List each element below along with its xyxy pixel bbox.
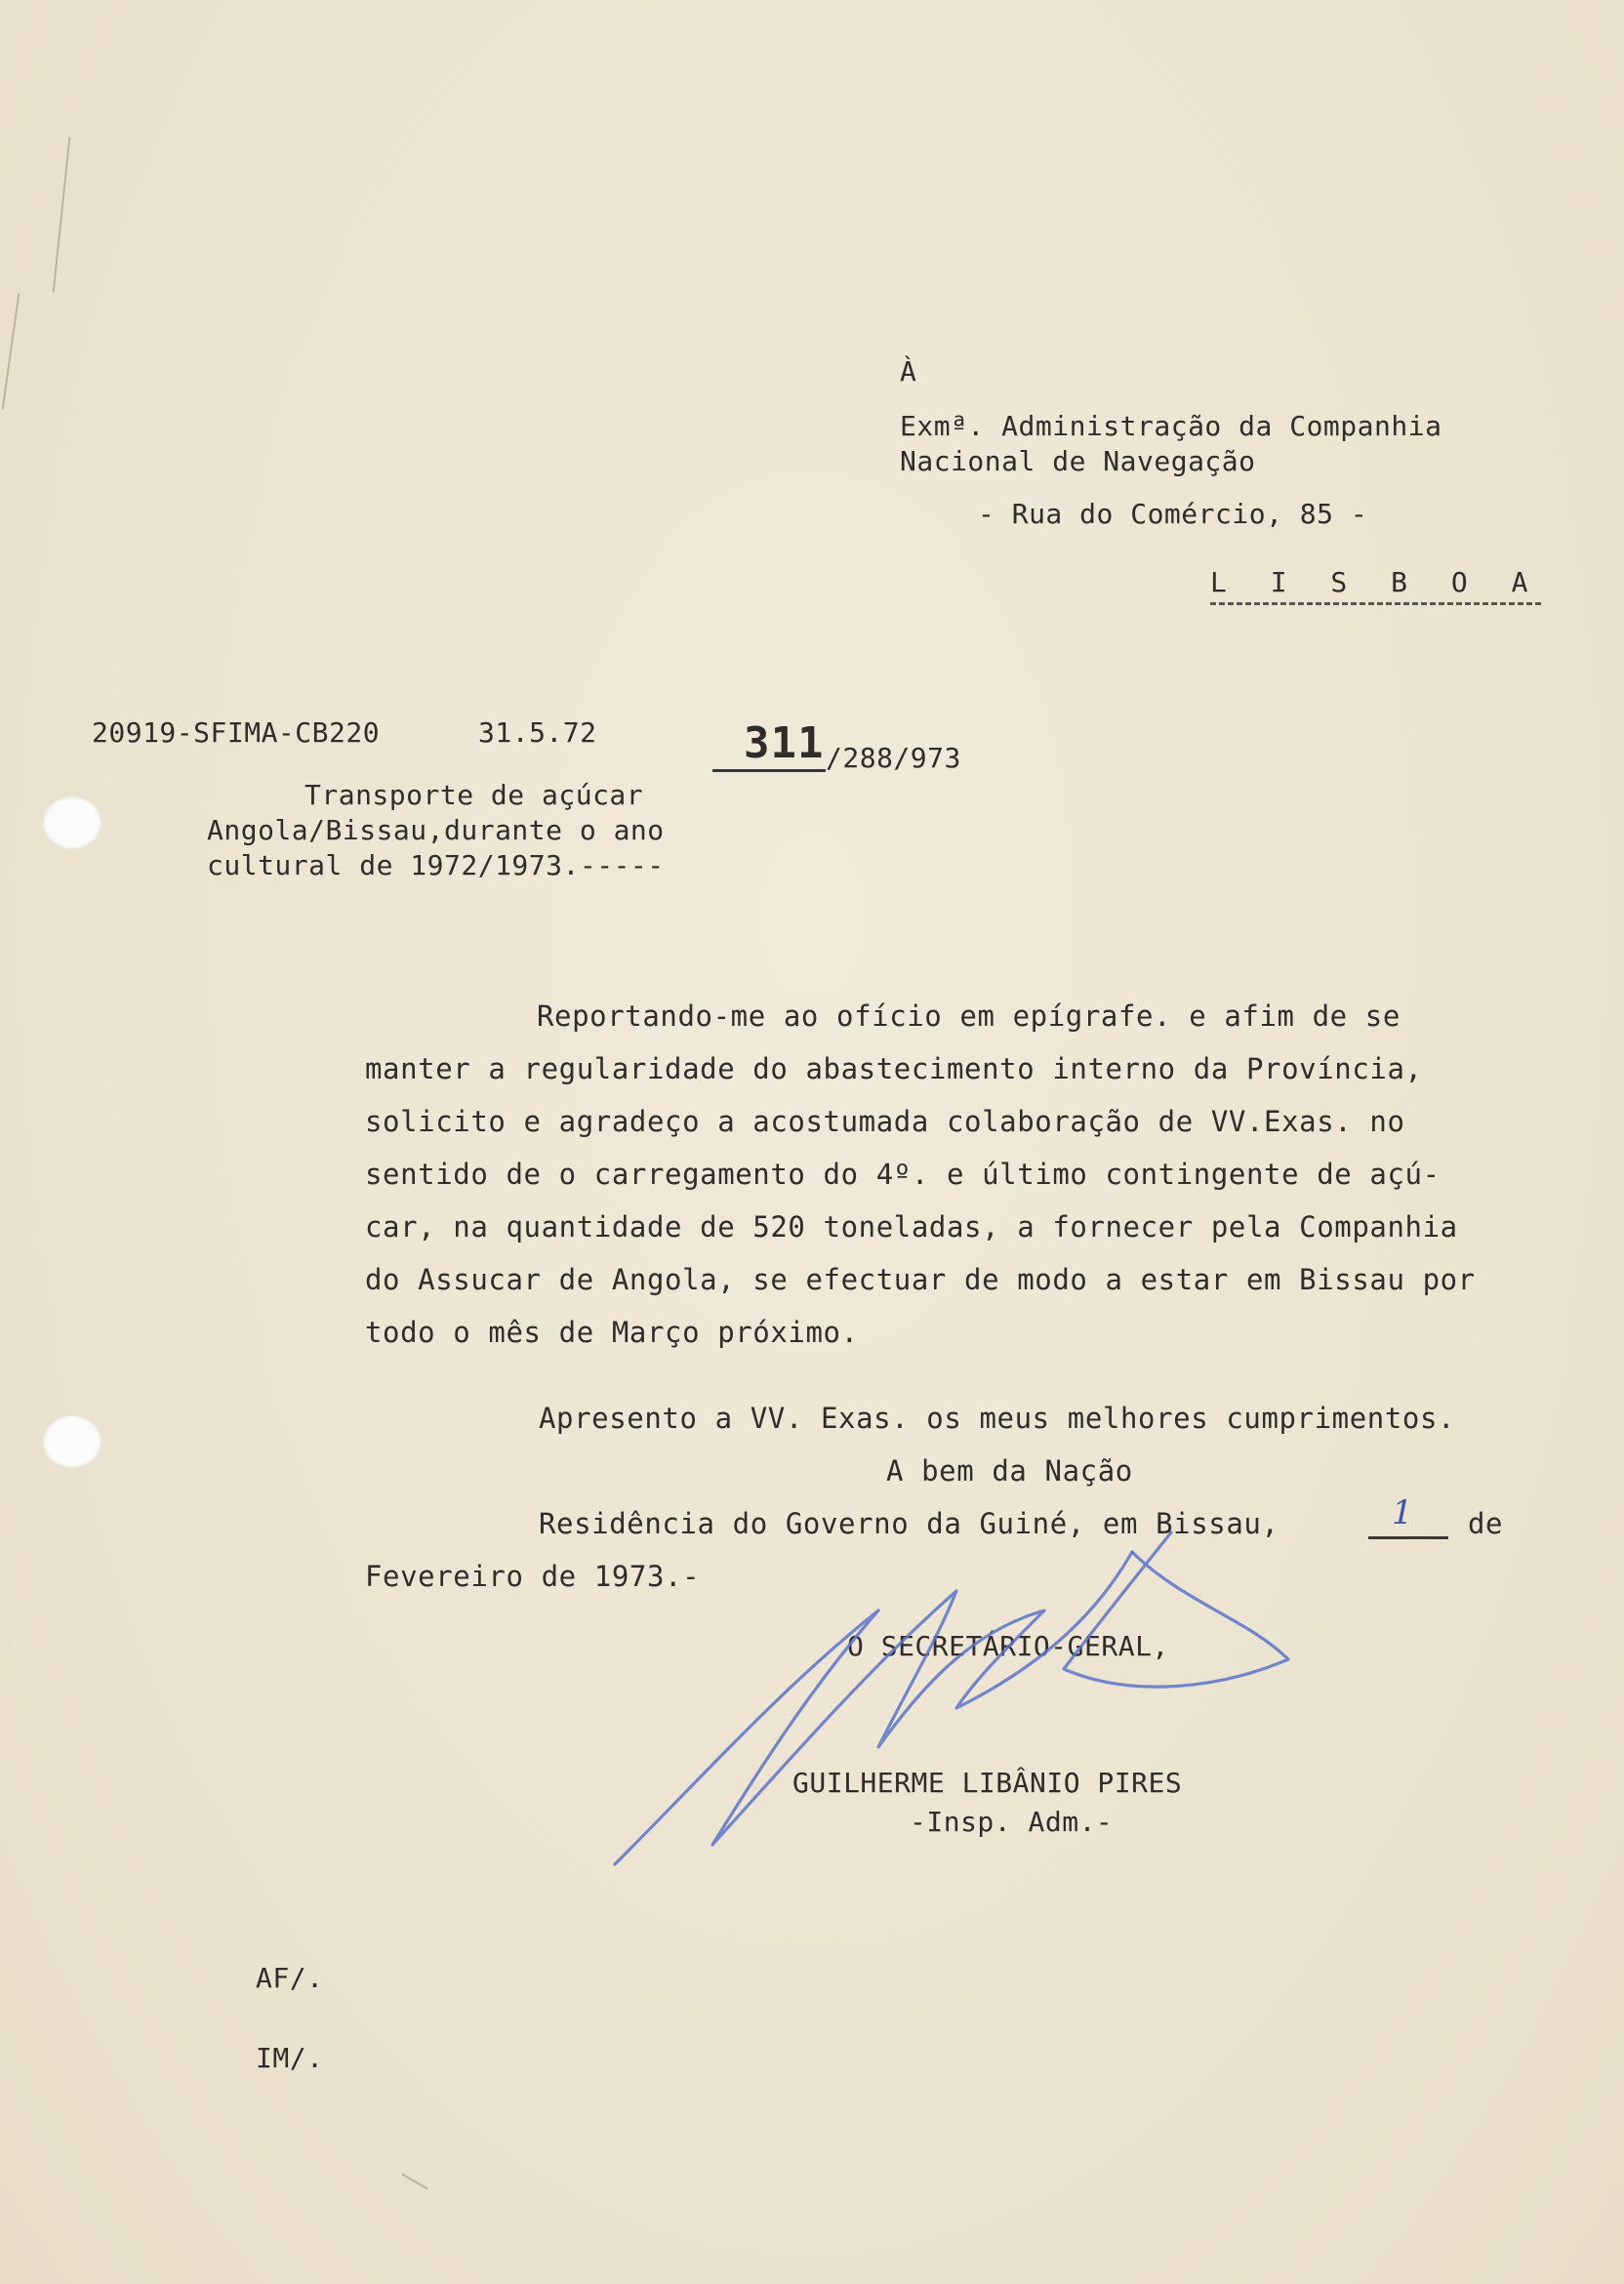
signatory-title: O SECRETÁRIO-GERAL,	[847, 1630, 1169, 1662]
reference-number-suffix: /288/973	[826, 742, 961, 774]
recipient-city: L I S B O A	[1210, 566, 1541, 605]
punch-hole	[43, 1415, 102, 1468]
body-line-2: manter a regularidade do abastecimento interno da Província,	[365, 1052, 1423, 1085]
day-underline	[1368, 1536, 1448, 1539]
signatory-role: -Insp. Adm.-	[910, 1806, 1114, 1838]
recipient-prefix: À	[900, 355, 917, 387]
body-line-3: solicito e agradeço a acostumada colaboração de VV.Exas. no	[365, 1105, 1405, 1138]
recipient-line-1: Exmª. Administração da Companhia	[900, 410, 1442, 442]
recipient-street: - Rua do Comércio, 85 -	[978, 498, 1368, 530]
reference-date: 31.5.72	[478, 716, 597, 749]
signatory-name: GUILHERME LIBÂNIO PIRES	[792, 1767, 1183, 1799]
date-line: Fevereiro de 1973.-	[365, 1560, 701, 1593]
motto: A bem da Nação	[886, 1454, 1133, 1488]
handwritten-signature	[586, 1523, 1327, 1894]
edge-scratch	[2, 293, 20, 409]
recipient-line-2: Nacional de Navegação	[900, 445, 1256, 477]
edge-scratch	[53, 137, 71, 292]
body-line-7: todo o mês de Março próximo.	[365, 1316, 859, 1349]
handwritten-day: 1	[1392, 1493, 1413, 1532]
place-line-end: de	[1468, 1507, 1504, 1540]
subject-line-2: Angola/Bissau,durante o ano	[207, 814, 665, 846]
paper-mark	[402, 2174, 428, 2190]
body-line-4: sentido de o carregamento do 4º. e último contingente de açú-	[365, 1158, 1441, 1191]
initials-1: AF/.	[256, 1962, 324, 1994]
subject-line-1: Transporte de açúcar	[304, 779, 644, 811]
subject-line-3: cultural de 1972/1973.-----	[207, 849, 665, 881]
initials-2: IM/.	[256, 2042, 324, 2074]
place-line-start: Residência do Governo da Guiné, em Bissau,	[539, 1507, 1279, 1540]
closing-line: Apresento a VV. Exas. os meus melhores cumprimentos.	[539, 1402, 1456, 1435]
body-line-1: Reportando-me ao ofício em epígrafe. e afim de se	[537, 999, 1401, 1033]
reference-number: 311	[744, 718, 825, 768]
punch-hole	[43, 796, 102, 849]
body-line-5: car, na quantidade de 520 toneladas, a fornecer pela Companhia	[365, 1210, 1458, 1244]
body-line-6: do Assucar de Angola, se efectuar de modo a estar em Bissau por	[365, 1263, 1476, 1296]
reference-code: 20919-SFIMA-CB220	[92, 716, 381, 749]
